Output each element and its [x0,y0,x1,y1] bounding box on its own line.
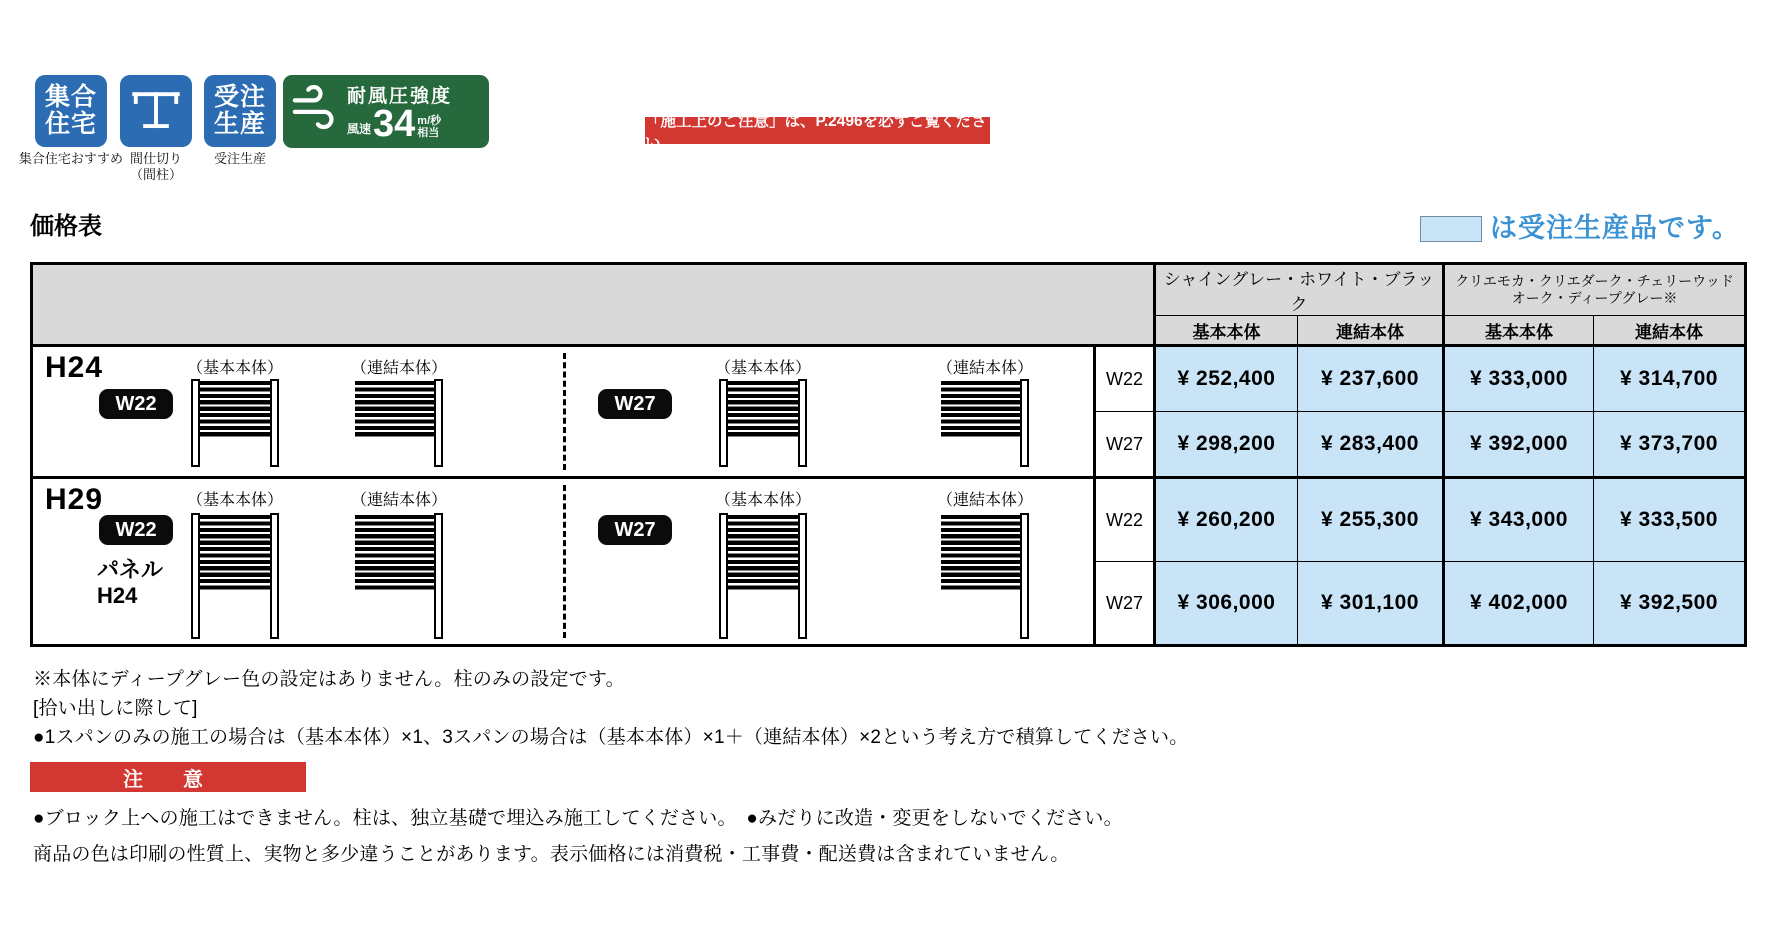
product-drawing-cell [32,346,1095,478]
fence-figure [355,513,443,644]
sub-column-header: 基本本体 [1444,316,1594,346]
width-size-badge: W22 [99,515,173,545]
wind-resistance-badge [283,75,489,148]
fence-figure [355,379,443,472]
size-label-cell: W27 [1095,562,1155,646]
fence-figure [191,513,279,644]
drawing-area [33,347,1093,476]
price-value: ¥ 373,700 [1594,412,1746,478]
caution-line-2: 商品の色は印刷の性質上、実物と多少違うことがあります。表示価格には消費税・工事費・配送費は含まれていません。 [33,844,1070,865]
fence-figure [941,379,1029,472]
price-value: ¥ 333,000 [1444,346,1594,412]
price-value: ¥ 343,000 [1444,478,1594,562]
price-value: ¥ 314,700 [1594,346,1746,412]
size-label-cell: W27 [1095,412,1155,478]
badge-caption-line: （間柱） [129,167,182,182]
fence-basic-figure [719,513,807,639]
width-size-badge: W27 [598,389,672,419]
sub-column-header: 連結本体 [1298,316,1444,346]
fence-figure [941,513,1029,644]
fence-type-label: （基本本体） [186,360,283,377]
price-table-title: 価格表 [30,213,102,240]
height-label: H29 [45,483,104,516]
fence-basic-figure [191,513,279,639]
header-spacer [32,264,1155,346]
multi-housing-badge [35,75,107,147]
price-value: ¥ 283,400 [1298,412,1444,478]
price-row [32,478,1746,562]
badge-text: 生産 [213,110,266,138]
construction-notice-banner: 「施工上のご注意」は、P.2496を必ずご覧ください。 [645,117,990,144]
price-value: ¥ 255,300 [1298,478,1444,562]
column-group-title-line: オーク・ディープグレー※ [1511,290,1678,306]
price-value: ¥ 301,100 [1298,562,1444,646]
caution-line-1: ●ブロック上への施工はできません。柱は、独立基礎で埋込み施工してください。 ●みだりに改造・変更をしないでください。 [33,808,1123,829]
fence-type-label: （連結本体） [936,360,1033,377]
badge-caption: 受注生産 [213,151,266,166]
dashed-divider [563,353,566,470]
product-drawing-cell [32,478,1095,646]
wind-unit-top: m/秒 [417,115,442,127]
panel-sub-label-line: パネル [97,557,164,582]
drawing-area [33,479,1093,644]
column-group-header [1155,264,1444,316]
fence-joint-figure [355,513,443,639]
price-value: ¥ 402,000 [1444,562,1594,646]
made-to-order-badge [204,75,276,147]
legend-text: は受注生産品です。 [1490,213,1740,243]
caution-banner: 注 意 [30,762,306,792]
badge-text: 集合 [44,83,97,111]
panel-sub-label-line: H24 [97,583,138,608]
partition-icon [128,81,184,142]
price-value: ¥ 260,200 [1155,478,1298,562]
badge-caption-line: 間仕切り [129,151,182,166]
dashed-divider [563,485,566,638]
price-value: ¥ 306,000 [1155,562,1298,646]
badge-caption: 集合住宅おすすめ [18,151,124,166]
price-table [30,262,1747,647]
fence-type-label: （基本本体） [714,360,811,377]
note-deep-gray: ※本体にディープグレー色の設定はありません。柱のみの設定です。 [33,669,625,690]
fence-basic-figure [719,379,807,467]
fence-type-label: （連結本体） [936,492,1033,509]
column-group-title-line: クリエモカ・クリエダーク・チェリーウッド [1455,273,1734,289]
wind-unit-bottom: 相当 [417,127,440,139]
fence-type-label: （基本本体） [186,492,283,509]
fence-figure [191,379,279,472]
size-label-cell: W22 [1095,346,1155,412]
sub-column-header: 連結本体 [1594,316,1746,346]
fence-figure [719,379,807,472]
fence-joint-figure [941,379,1029,467]
column-group-header-row [32,264,1746,316]
note-span-calculation: ●1スパンのみの施工の場合は（基本本体）×1、3スパンの場合は（基本本体）×1＋（連結本体）×2という考え方で積算してください。 [33,727,1189,748]
price-row [32,346,1746,412]
partition-badge [120,75,192,147]
fence-joint-figure [355,379,443,467]
price-value: ¥ 252,400 [1155,346,1298,412]
fence-figure [719,513,807,644]
size-label-cell: W22 [1095,478,1155,562]
wind-speed-label: 風速 [347,122,372,136]
fence-type-label: （基本本体） [714,492,811,509]
badge-text: 受注 [213,83,266,111]
wind-badge-text [347,81,479,145]
panel-sub-label [97,557,163,609]
price-value: ¥ 298,200 [1155,412,1298,478]
legend-color-swatch [1420,216,1482,242]
wind-speed-value: 34 [373,103,416,145]
price-value: ¥ 392,500 [1594,562,1746,646]
fence-type-label: （連結本体） [350,492,447,509]
fence-type-label: （連結本体） [350,360,447,377]
wind-title: 耐風圧強度 [347,86,453,107]
price-value: ¥ 237,600 [1298,346,1444,412]
note-pickup-heading: [拾い出しに際して] [33,698,198,719]
badge-text: 住宅 [44,110,97,138]
price-value: ¥ 333,500 [1594,478,1746,562]
sub-column-header: 基本本体 [1155,316,1298,346]
width-size-badge: W27 [598,515,672,545]
price-value: ¥ 392,000 [1444,412,1594,478]
made-to-order-legend [1420,206,1740,245]
wind-speed-units [417,115,441,139]
column-group-title-line: シャイングレー・ホワイト・ブラック [1163,270,1435,314]
height-label: H24 [45,351,104,384]
wind-icon [291,83,341,140]
column-group-header [1444,264,1746,316]
fence-joint-figure [941,513,1029,639]
width-size-badge: W22 [99,389,173,419]
wind-speed [347,103,479,145]
fence-basic-figure [191,379,279,467]
